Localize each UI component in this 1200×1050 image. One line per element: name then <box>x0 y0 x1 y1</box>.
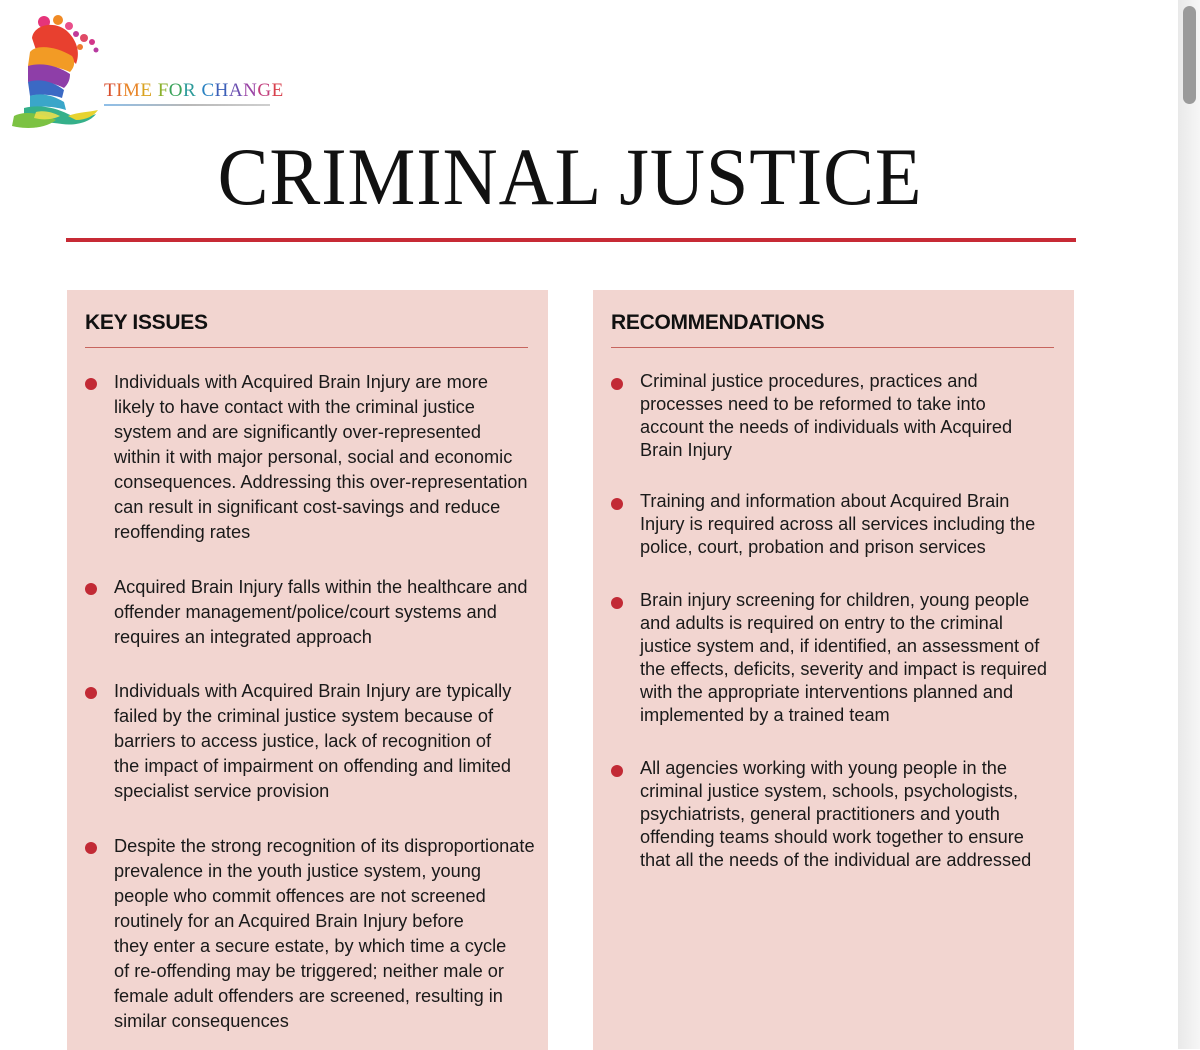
recommendation-item-line: processes need to be reformed to take into <box>640 394 986 414</box>
recommendation-item-line: criminal justice system, schools, psychologists, <box>640 781 1019 801</box>
key-issue-item-line: requires an integrated approach <box>114 627 372 647</box>
key-issue-item-line: of re-offending may be triggered; neither male or <box>114 961 504 981</box>
recommendation-item-line: Brain Injury <box>640 440 732 460</box>
brand-underline <box>104 104 270 106</box>
recommendation-item-line: with the appropriate interventions planned and <box>640 682 1014 702</box>
bullet-icon <box>611 765 623 777</box>
brand-letter: E <box>140 80 153 101</box>
key-issue-item-line: Individuals with Acquired Brain Injury are more <box>114 372 489 392</box>
brand-letter: E <box>271 80 284 101</box>
brand-letter: C <box>201 80 215 101</box>
key-issue-item-line: female adult offenders are screened, resulting in <box>114 986 503 1006</box>
bullet-icon <box>85 583 97 595</box>
key-issue-item-line: routinely for an Acquired Brain Injury before <box>114 911 464 931</box>
recommendation-item-line: offending teams should work together to ensure <box>640 827 1024 847</box>
recommendation-item-line: Criminal justice procedures, practices and <box>640 371 978 391</box>
key-issue-item-line: Individuals with Acquired Brain Injury are typically <box>114 681 512 701</box>
recommendation-item-line: and adults is required on entry to the criminal <box>640 613 1003 633</box>
key-issues-divider <box>85 347 528 348</box>
key-issue-item-line: offender management/police/court systems and <box>114 602 497 622</box>
head-silhouette-logo-icon <box>6 12 102 130</box>
brand-letter: G <box>257 80 272 101</box>
recommendation-item-line: Training and information about Acquired Brain <box>640 491 1010 511</box>
brand-letter: F <box>157 80 169 101</box>
recommendations-divider <box>611 347 1054 348</box>
recommendation-item-line: justice system and, if identified, an assessment of <box>640 636 1040 656</box>
brand-letter: R <box>183 80 197 101</box>
key-issue-item-line: likely to have contact with the criminal justice <box>114 397 475 417</box>
bullet-icon <box>85 687 97 699</box>
brand-letter: M <box>122 80 141 101</box>
recommendation-item-line: the effects, deficits, severity and impact is required <box>640 659 1048 679</box>
recommendations-heading: RECOMMENDATIONS <box>611 311 825 334</box>
key-issue-item-line: can result in significant cost-savings and reduce <box>114 497 501 517</box>
bullet-icon <box>611 378 623 390</box>
bullet-icon <box>85 378 97 390</box>
key-issue-item-line: system and are significantly over-represented <box>114 422 481 442</box>
brand-letter: T <box>104 80 117 101</box>
recommendation-item-line: account the needs of individuals with Acquired <box>640 417 1013 437</box>
key-issue-item-line: they enter a secure estate, by which time a cycle <box>114 936 507 956</box>
recommendation-item-line: psychiatrists, general practitioners and youth <box>640 804 1000 824</box>
brand-name <box>104 80 284 102</box>
bullet-icon <box>611 597 623 609</box>
key-issues-panel <box>67 290 548 1050</box>
brand-letter: O <box>168 80 184 101</box>
key-issue-item-line: failed by the criminal justice system because of <box>114 706 494 726</box>
key-issue-item-line: within it with major personal, social and economic <box>114 447 513 467</box>
recommendation-item-line: Brain injury screening for children, young people <box>640 590 1030 610</box>
title-divider <box>66 238 1076 242</box>
bullet-icon <box>611 498 623 510</box>
key-issue-item-line: similar consequences <box>114 1011 289 1031</box>
key-issue-item-line: consequences. Addressing this over-representation <box>114 472 528 492</box>
key-issue-item-line: Acquired Brain Injury falls within the healthcare and <box>114 577 528 597</box>
recommendation-item-line: implemented by a trained team <box>640 705 890 725</box>
key-issue-item-line: barriers to access justice, lack of recognition of <box>114 731 492 751</box>
brand-letter: I <box>116 80 123 101</box>
key-issue-item-line: specialist service provision <box>114 781 330 801</box>
bullet-icon <box>85 842 97 854</box>
recommendation-item-line: All agencies working with young people in the <box>640 758 1008 778</box>
recommendation-item-line: police, court, probation and prison services <box>640 537 986 557</box>
key-issue-item-line: reoffending rates <box>114 522 251 542</box>
recommendations-panel <box>593 290 1074 1050</box>
scrollbar-thumb[interactable] <box>1183 6 1196 104</box>
brand-letter: N <box>243 80 258 101</box>
key-issue-item-line: the impact of impairment on offending and limited <box>114 756 511 776</box>
scrollbar-track[interactable] <box>1178 0 1200 1049</box>
recommendation-item-line: that all the needs of the individual are addressed <box>640 850 1032 870</box>
recommendation-item-line: Injury is required across all services including the <box>640 514 1036 534</box>
key-issue-item-line: prevalence in the youth justice system, young <box>114 861 481 881</box>
page-title: CRIMINAL JUSTICE <box>217 131 923 222</box>
brand-letter: H <box>214 80 229 101</box>
key-issue-item-line: people who commit offences are not screened <box>114 886 486 906</box>
key-issues-heading: KEY ISSUES <box>85 311 208 334</box>
key-issue-item-line: Despite the strong recognition of its disproportionate <box>114 836 535 856</box>
brand-letter: A <box>228 80 244 101</box>
